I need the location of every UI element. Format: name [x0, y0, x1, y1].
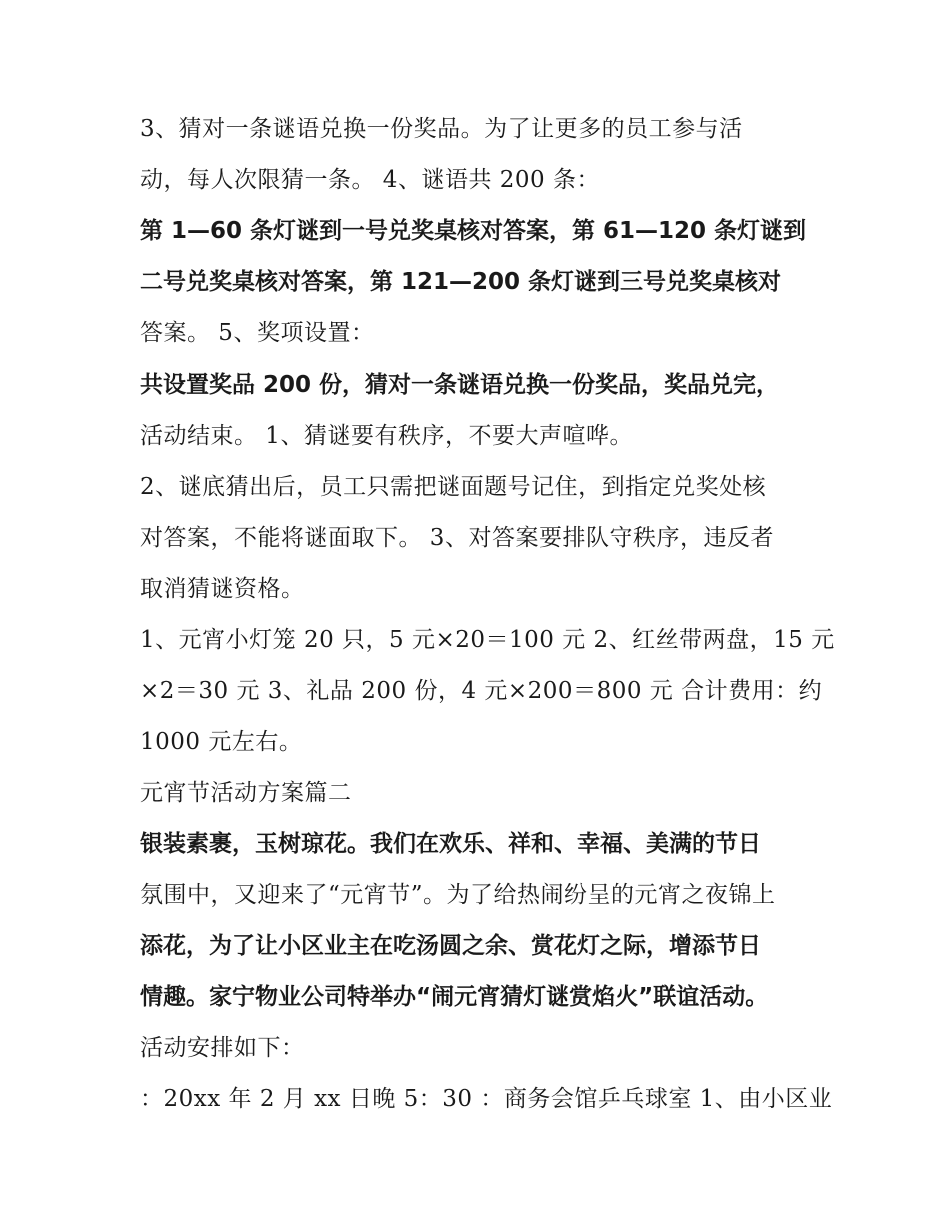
- section-heading: 元宵节活动方案篇二: [140, 780, 352, 806]
- text-line: 银装素裹，玉树琼花。我们在欢乐、祥和、幸福、美满的节日: [140, 831, 761, 857]
- text-line: 1000 元左右。: [140, 729, 303, 755]
- text-line: 二号兑奖桌核对答案，第 121—200 条灯谜到三号兑奖桌核对: [140, 269, 782, 295]
- text-line: 共设置奖品 200 份，猜对一条谜语兑换一份奖品，奖品兑完，: [140, 372, 780, 398]
- text-line: 对答案，不能将谜面取下。 3、对答案要排队守秩序，违反者: [140, 525, 774, 551]
- text-line: 3、猜对一条谜语兑换一份奖品。为了让更多的员工参与活: [140, 116, 743, 142]
- text-line: 2、谜底猜出后，员工只需把谜面题号记住，到指定兑奖处核: [140, 474, 767, 500]
- text-line: 添花，为了让小区业主在吃汤圆之余、赏花灯之际，增添节日: [140, 933, 761, 959]
- text-line: ×2＝30 元 3、礼品 200 份，4 元×200＝800 元 合计费用：约: [140, 678, 823, 704]
- text-line: 取消猜谜资格。: [140, 576, 305, 602]
- text-line: ：20xx 年 2 月 xx 日晚 5：30 ：商务会馆乒乓球室 1、由小区业: [140, 1086, 833, 1112]
- text-line: 氛围中，又迎来了“元宵节”。为了给热闹纷呈的元宵之夜锦上: [140, 882, 776, 908]
- text-line: 第 1—60 条灯谜到一号兑奖桌核对答案，第 61—120 条灯谜到: [140, 218, 807, 244]
- text-line: 活动结束。 1、猜谜要有秩序，不要大声喧哗。: [140, 423, 633, 449]
- text-line: 答案。 5、奖项设置：: [140, 320, 375, 346]
- text-line: 动，每人次限猜一条。 4、谜语共 200 条：: [140, 167, 600, 193]
- text-line: 情趣。家宁物业公司特举办“闹元宵猜灯谜赏焰火”联谊活动。: [140, 984, 769, 1010]
- text-line: 1、元宵小灯笼 20 只，5 元×20＝100 元 2、红丝带两盘，15 元: [140, 627, 835, 653]
- text-line: 活动安排如下：: [140, 1035, 305, 1061]
